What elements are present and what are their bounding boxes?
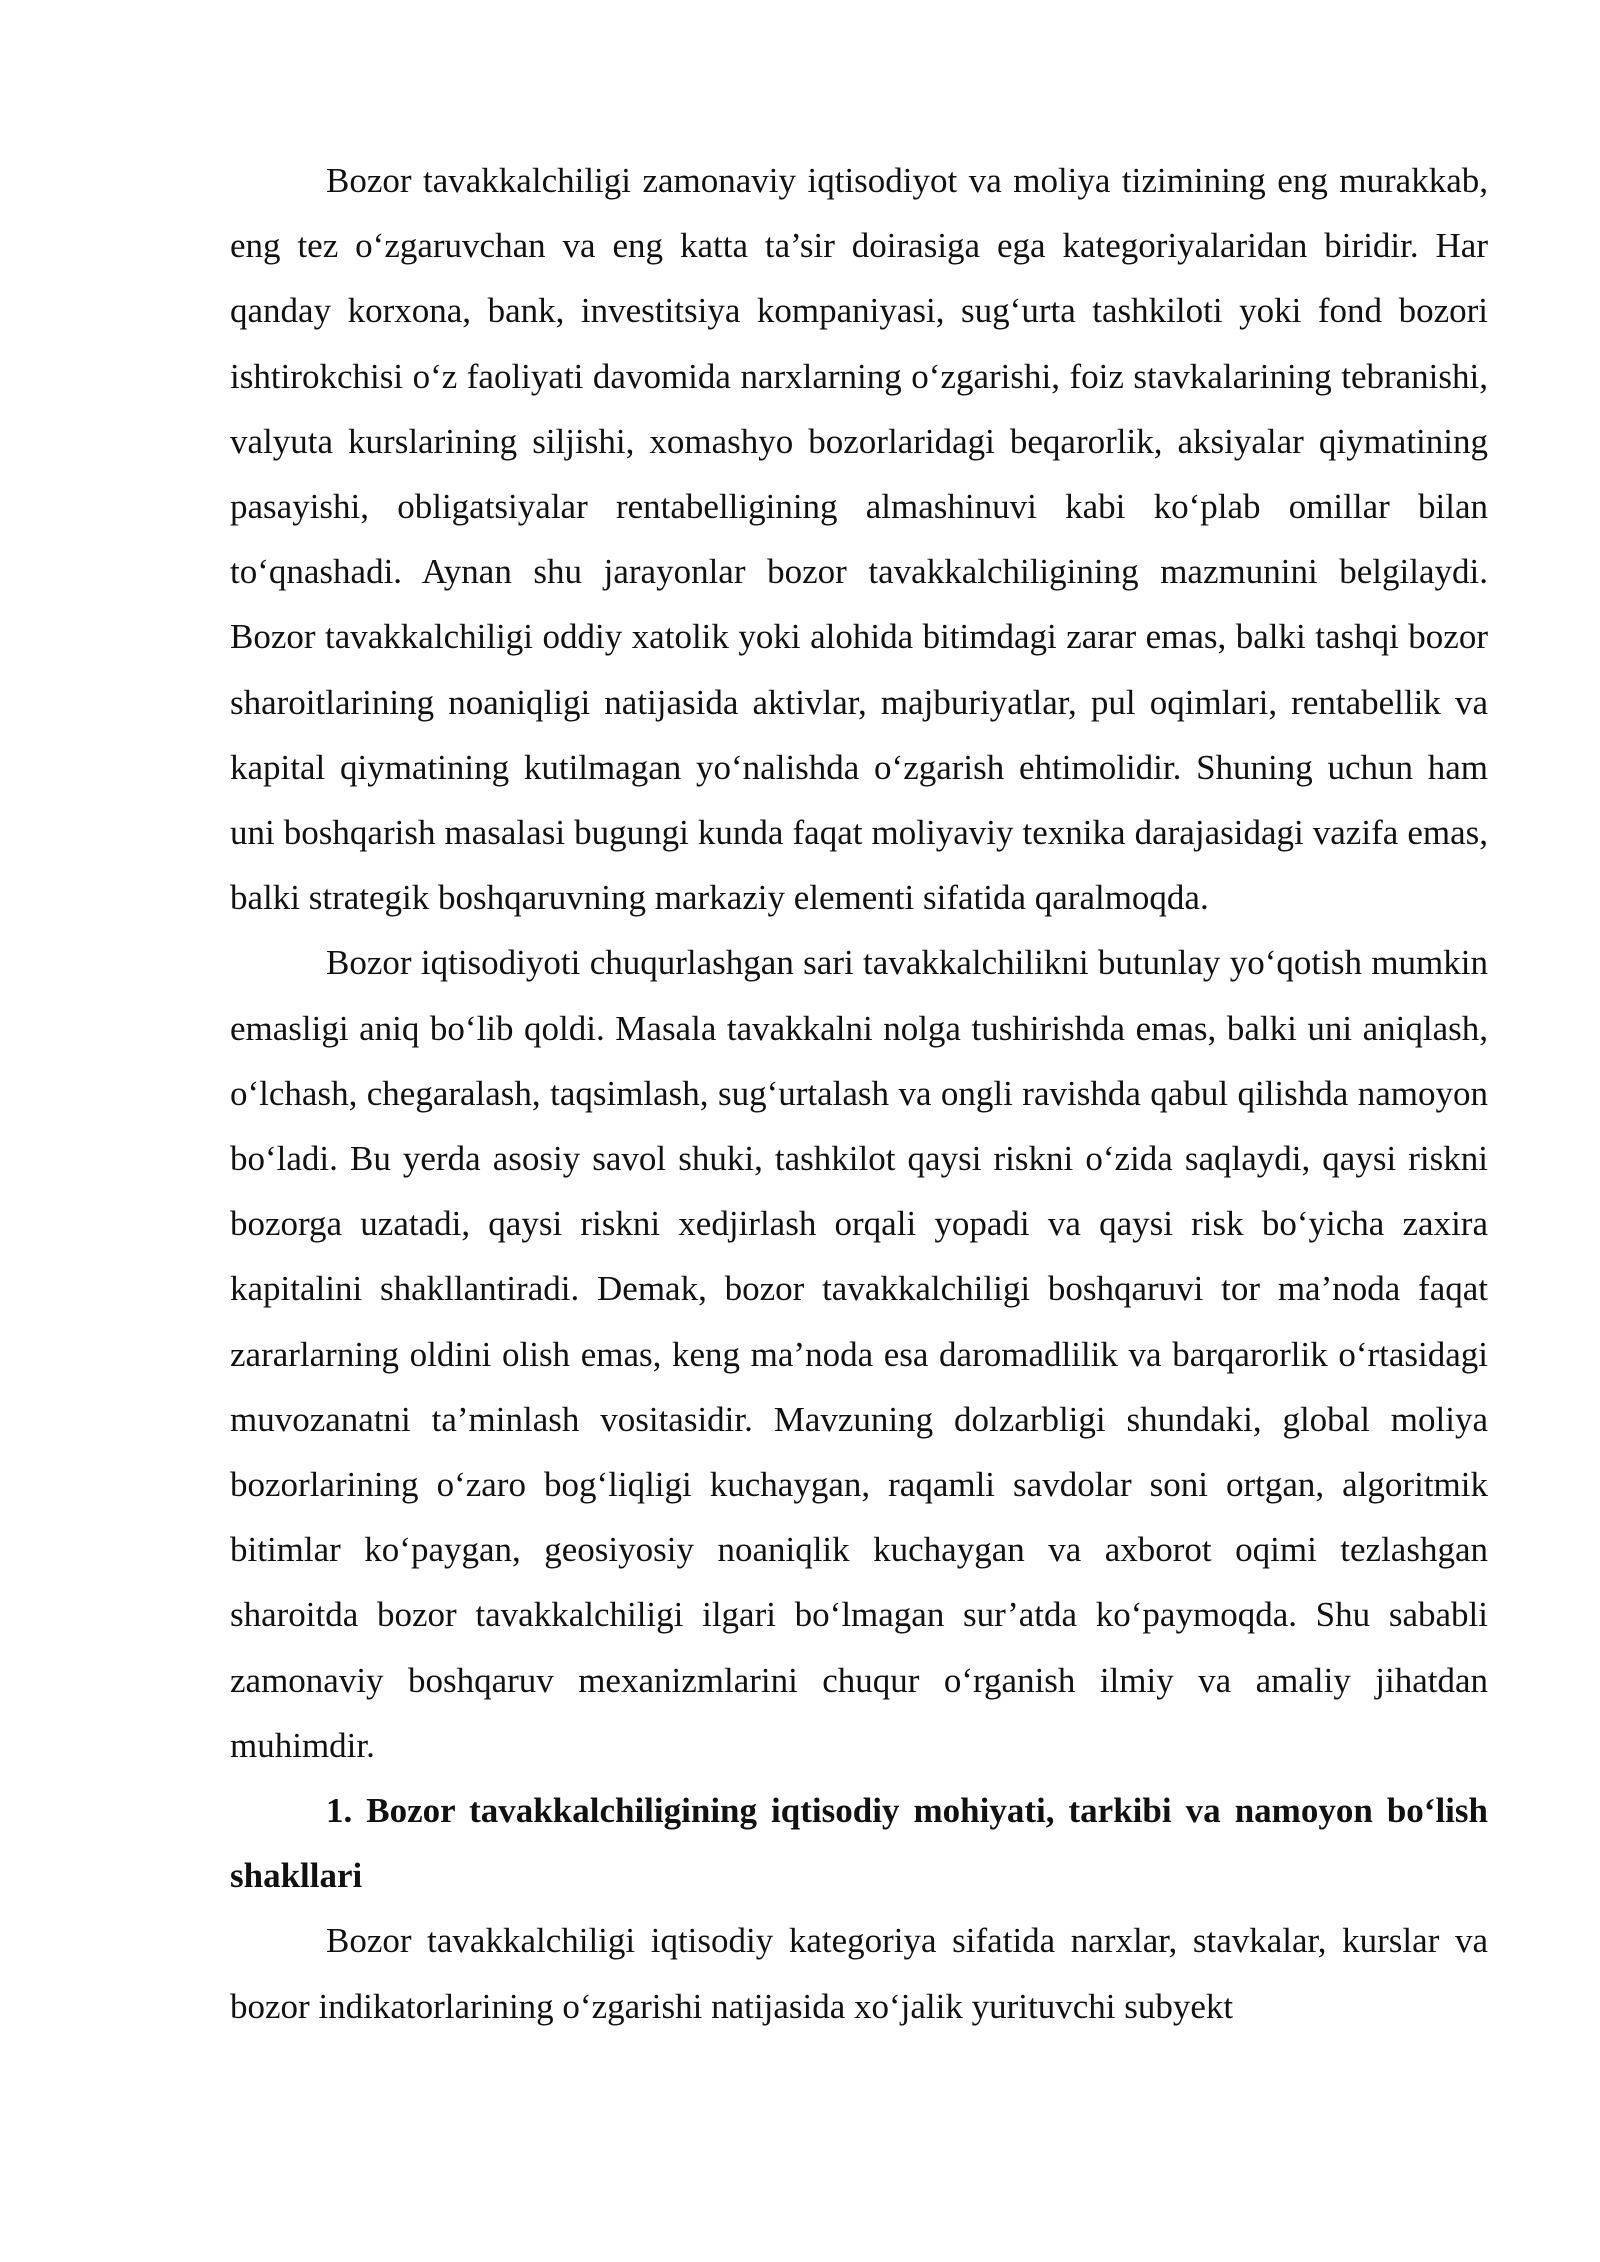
section-paragraph: Bozor tavakkalchiligi iqtisodiy kategoriya sifatida narxlar, stavkalar, kurslar va bozor indikatorlarining o‘zgarishi natijasida xo‘jalik yurituvchi subyekt	[230, 1921, 1488, 2026]
body-paragraph-2: Bozor iqtisodiyoti chuqurlashgan sari tavakkalchilikni butunlay yo‘qotish mumkin emasligi aniq bo‘lib qoldi. Masala tavakkalni nolga tushirishda emas, balki uni aniqlash, o‘lchash, chegaralash, taqsimlash, sug‘urtalash va ongli ravishda qabul qilishda namoyon bo‘ladi. Bu yerda asosiy savol shuki, tashkilot qaysi riskni o‘zida saqlaydi, qaysi riskni bozorga uzatadi, qaysi riskni xedjirlash orqali yopadi va qaysi risk bo‘yicha zaxira kapitalini shakllantiradi. Demak, bozor tavakkalchiligi boshqaruvi tor ma’noda faqat zararlarning oldini olish emas, keng ma’noda esa daromadlilik va barqarorlik o‘rtasidagi muvozanatni ta’minlash vositasidir. Mavzuning dolzarbligi shundaki, global moliya bozorlarining o‘zaro bog‘liqligi kuchaygan, raqamli savdolar soni ortgan, algoritmik bitimlar ko‘paygan, geosiyosiy noaniqlik kuchaygan va axborot oqimi tezlashgan sharoitda bozor tavakkalchiligi ilgari bo‘lmagan sur’atda ko‘paymoqda. Shu sababli zamonaviy boshqaruv mexanizmlarini chuqur o‘rganish ilmiy va amaliy jihatdan muhimdir.	[230, 943, 1488, 1765]
body-paragraph-1: Bozor tavakkalchiligi zamonaviy iqtisodiyot va moliya tizimining eng murakkab, eng tez o‘zgaruvchan va eng katta ta’sir doirasiga ega kategoriyalaridan biridir. Har qanday korxona, bank, investitsiya kompaniyasi, sug‘urta tashkiloti yoki fond bozori ishtirokchisi o‘z faoliyati davomida narxlarning o‘zgarishi, foiz stavkalarining tebranishi, valyuta kurslarining siljishi, xomashyo bozorlaridagi beqarorlik, aksiyalar qiymatining pasayishi, obligatsiyalar rentabelligining almashinuvi kabi ko‘plab omillar bilan to‘qnashadi. Aynan shu jarayonlar bozor tavakkalchiligining mazmunini belgilaydi. Bozor tavakkalchiligi oddiy xatolik yoki alohida bitimdagi zarar emas, balki tashqi bozor sharoitlarining noaniqligi natijasida aktivlar, majburiyatlar, pul oqimlari, rentabellik va kapital qiymatining kutilmagan yo‘nalishda o‘zgarish ehtimolidir. Shuning uchun ham uni boshqarish masalasi bugungi kunda faqat moliyaviy texnika darajasidagi vazifa emas, balki strategik boshqaruvning markaziy elementi sifatida qaralmoqda.	[230, 161, 1488, 918]
document-body	[230, 148, 1488, 2039]
section-heading: 1. Bozor tavakkalchiligining iqtisodiy mohiyati, tarkibi va namoyon bo‘lish shakllari	[230, 1791, 1488, 1896]
